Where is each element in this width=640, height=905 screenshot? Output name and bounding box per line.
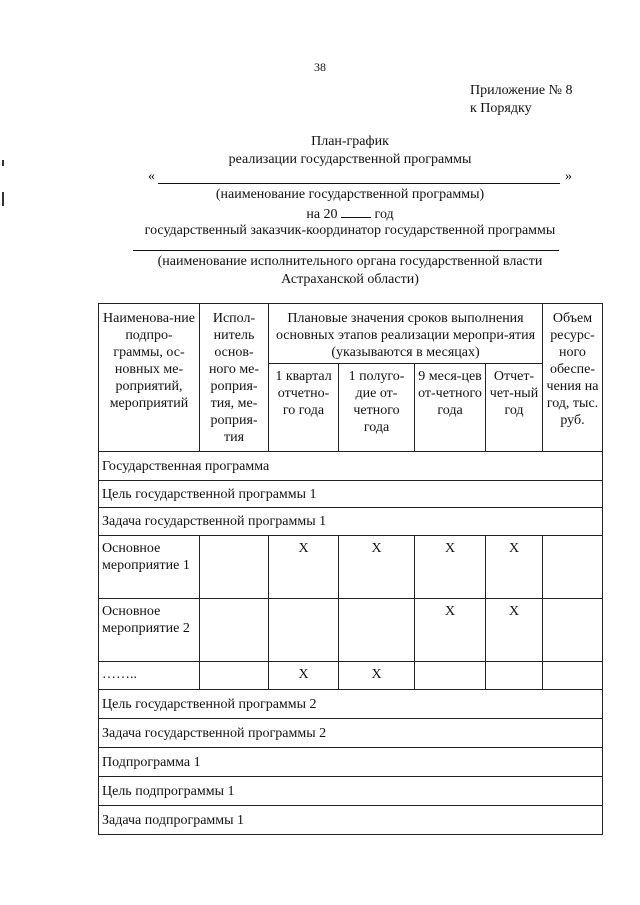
- cell-mark: Х: [486, 536, 543, 599]
- plan-schedule-table: [98, 303, 603, 835]
- cell-empty: [200, 536, 269, 599]
- header-year: Отчет-чет-ный год: [486, 364, 543, 452]
- header-9m: 9 меся-цев от-четного года: [415, 364, 486, 452]
- header-executor: Испол-нитель основ-ного ме-роприя-тия, ме-роприя-тия: [200, 304, 269, 452]
- header-plan: Плановые значения сроков выполнения основных этапов реализации меропри-ятия (указываются в месяцах): [269, 304, 543, 364]
- cell-empty: [415, 662, 486, 690]
- year-line: [100, 205, 600, 223]
- table-row: [99, 481, 603, 508]
- row-sub-task: Задача подпрограммы 1: [99, 806, 603, 835]
- table-row: [99, 719, 603, 748]
- cell-mark: Х: [486, 599, 543, 662]
- year-suffix: год: [374, 207, 394, 222]
- scan-mark: [2, 192, 4, 206]
- header-row: [99, 304, 603, 364]
- cell-empty: [543, 536, 603, 599]
- doc-title: План-график: [311, 134, 389, 149]
- table-row: [99, 452, 603, 481]
- table-row: [99, 536, 603, 599]
- table-row: [99, 508, 603, 536]
- year-blank: [341, 205, 371, 218]
- cell-empty: [486, 662, 543, 690]
- row-task-1: Задача государственной программы 1: [99, 508, 603, 536]
- executor-hint-1: (наименование исполнительного органа государственной власти: [157, 254, 543, 269]
- cell-mark: Х: [269, 662, 339, 690]
- table-row: [99, 748, 603, 777]
- row-program: Государственная программа: [99, 452, 603, 481]
- header-name: Наименова-ние подпро-граммы, ос-новных ме-роприятий, мероприятий: [99, 304, 200, 452]
- cell-empty: [269, 599, 339, 662]
- customer-line: государственный заказчик-координатор государственной программы: [144, 223, 556, 238]
- executor-hint-2: Астраханской области): [281, 272, 419, 287]
- row-goal-2: Цель государственной программы 2: [99, 690, 603, 719]
- cell-mark: Х: [339, 662, 415, 690]
- program-name-underline: [158, 183, 560, 184]
- scan-mark: [2, 160, 4, 166]
- table-row: [99, 806, 603, 835]
- quote-open: «: [148, 169, 155, 184]
- cell-empty: [200, 599, 269, 662]
- row-goal-1: Цель государственной программы 1: [99, 481, 603, 508]
- row-main-2-label: Основное мероприятие 2: [99, 599, 200, 662]
- cell-empty: [200, 662, 269, 690]
- row-dots-label: ……..: [99, 662, 200, 690]
- program-name-line: [148, 169, 572, 187]
- program-name-hint: (наименование государственной программы): [215, 187, 485, 202]
- cell-empty: [543, 662, 603, 690]
- row-sub-goal: Цель подпрограммы 1: [99, 777, 603, 806]
- doc-subtitle: реализации государственной программы: [228, 152, 472, 167]
- quote-close: »: [565, 169, 572, 184]
- cell-mark: Х: [415, 599, 486, 662]
- year-prefix: на 20: [306, 207, 338, 222]
- cell-mark: Х: [339, 536, 415, 599]
- executor-underline: [133, 250, 559, 251]
- cell-mark: Х: [415, 536, 486, 599]
- header-resources: Объем ресурс-ного обеспе-чения на год, тыс. руб.: [543, 304, 603, 452]
- header-half: 1 полуго-дие от-четного года: [339, 364, 415, 452]
- table-row: [99, 690, 603, 719]
- appendix-note: [470, 82, 573, 118]
- page-number: 38: [314, 60, 326, 74]
- table-row: [99, 777, 603, 806]
- cell-empty: [543, 599, 603, 662]
- cell-empty: [339, 599, 415, 662]
- table-row: [99, 662, 603, 690]
- row-main-1-label: Основное мероприятие 1: [99, 536, 200, 599]
- row-task-2: Задача государственной программы 2: [99, 719, 603, 748]
- appendix-line-2: к Порядку: [470, 101, 532, 116]
- header-q1: 1 квартал отчетно-го года: [269, 364, 339, 452]
- appendix-line-1: Приложение № 8: [470, 83, 573, 98]
- cell-mark: Х: [269, 536, 339, 599]
- row-subprogram: Подпрограмма 1: [99, 748, 603, 777]
- table-row: [99, 599, 603, 662]
